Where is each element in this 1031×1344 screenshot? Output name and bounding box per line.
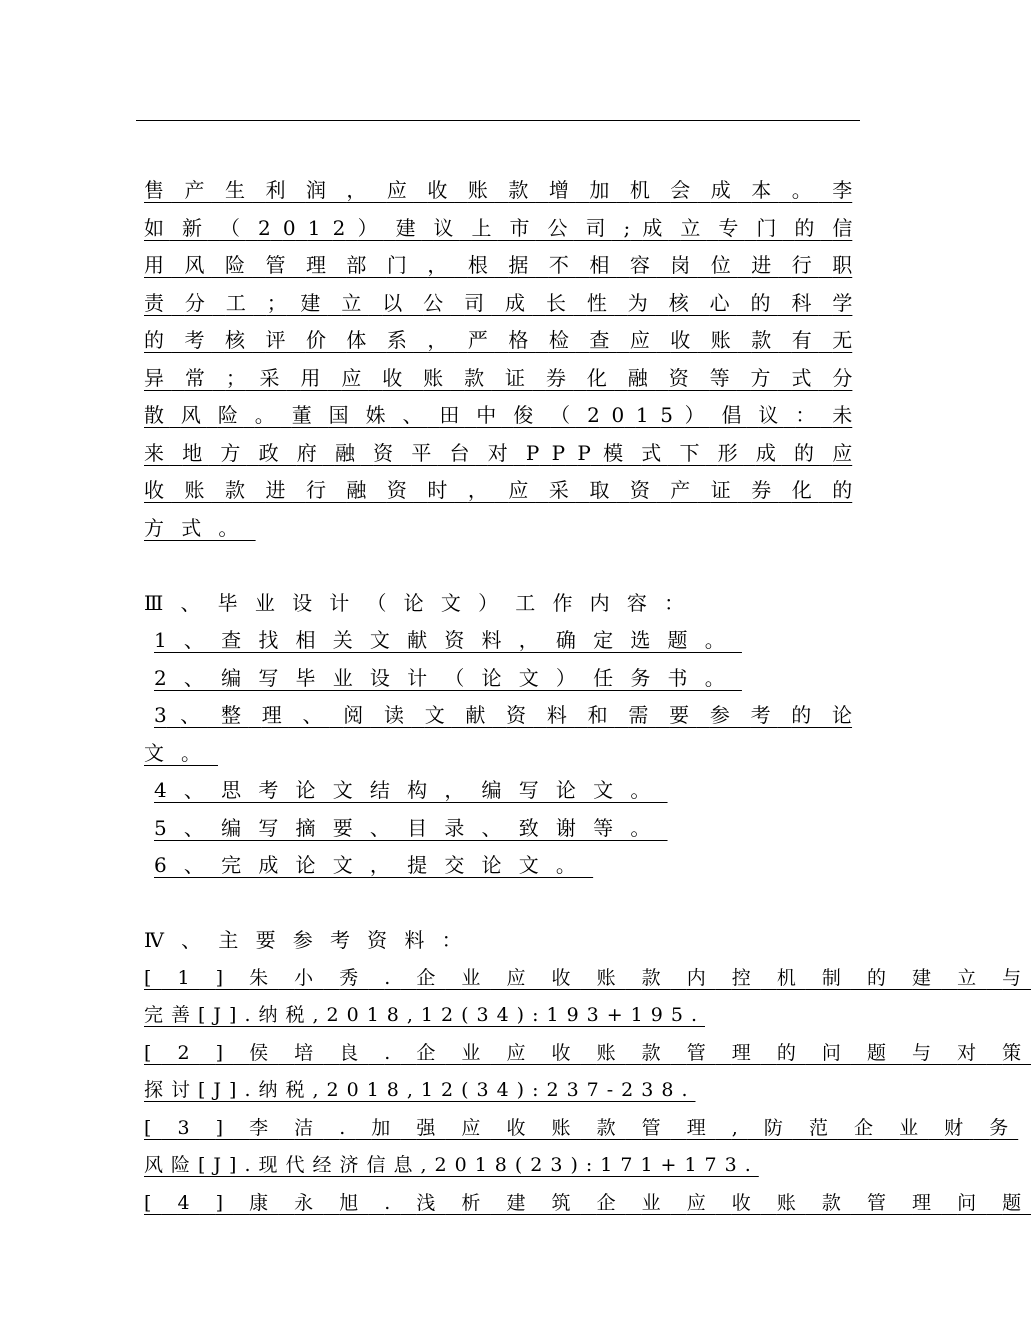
literature-paragraph [144,172,852,547]
header-rule [136,120,860,121]
paragraph-line: 来 地 方 政 府 融 资 平 台 对 P P P 模 式 下 形 成 的 应 [144,440,853,465]
work-item: 1、查找相关文献资料，确定选题。 [154,628,742,652]
work-item: 5、编写摘要、目录、致谢等。 [154,815,668,840]
work-item: 3 、 整 理 、 阅 读 文 献 资 料 和 需 要 参 考 的 论 [154,703,853,727]
reference-line: 完善[J].纳税,2018,12(34):193+195. [144,1004,705,1026]
paragraph-line: 如 新 （ 2 0 1 2 ） 建 议 上 市 公 司 ; 成 立 专 门 的 信 [144,215,853,240]
paragraph-line-last: 方式。 [144,515,256,540]
section-heading: Ⅲ、毕业设计（论文）工作内容： [144,590,702,615]
paragraph-line: 责 分 工 ； 建 立 以 公 司 成 长 性 为 核 心 的 科 学 [144,290,853,315]
reference-line: 风险[J].现代经济信息,2018(23):171+173. [144,1154,759,1176]
spacer [144,885,852,923]
work-item: 4、思考论文结构，编写论文。 [154,778,668,802]
paragraph-line: 售 产 生 利 润 ， 应 收 账 款 增 加 机 会 成 本 。 李 [144,178,853,202]
reference-line: [ 4 ] 康 永 旭 . 浅 析 建 筑 企 业 应 收 账 款 管 理 问 题 [144,1191,1031,1214]
document-body [144,172,1031,1222]
section-heading: Ⅳ、主要参考资料： [144,928,479,952]
reference-line: [ 2 ] 侯 培 良 . 企 业 应 收 账 款 管 理 的 问 题 与 对 策 [144,1041,1031,1064]
work-item: 6、完成论文，提交论文。 [154,853,594,877]
work-item-continued: 文。 [144,740,218,765]
reference-line: [ 3 ] 李 洁 . 加 强 应 收 账 款 管 理 , 防 范 企 业 财 务 [144,1116,1019,1139]
spacer [144,547,852,585]
paragraph-line: 异 常 ； 采 用 应 收 账 款 证 券 化 融 资 等 方 式 分 [144,365,853,390]
paragraph-line: 收 账 款 进 行 融 资 时 ， 应 采 取 资 产 证 券 化 的 [144,478,853,502]
paragraph-line: 散 风 险 。 董 国 姝 、 田 中 俊 （ 2 0 1 5 ） 倡 议 ： 未 [144,403,853,427]
references-section [144,922,1031,1222]
paragraph-line: 的 考 核 评 价 体 系 ， 严 格 检 查 应 收 账 款 有 无 [144,328,853,352]
work-content-section [144,585,852,885]
work-item: 2、编写毕业设计（论文）任务书。 [154,665,742,690]
reference-line: 探讨[J].纳税,2018,12(34):237-238. [144,1079,696,1101]
paragraph-line: 用 风 险 管 理 部 门 ， 根 据 不 相 容 岗 位 进 行 职 [144,253,853,277]
reference-line: [ 1 ] 朱 小 秀 . 企 业 应 收 账 款 内 控 机 制 的 建 立 与 [144,966,1031,989]
